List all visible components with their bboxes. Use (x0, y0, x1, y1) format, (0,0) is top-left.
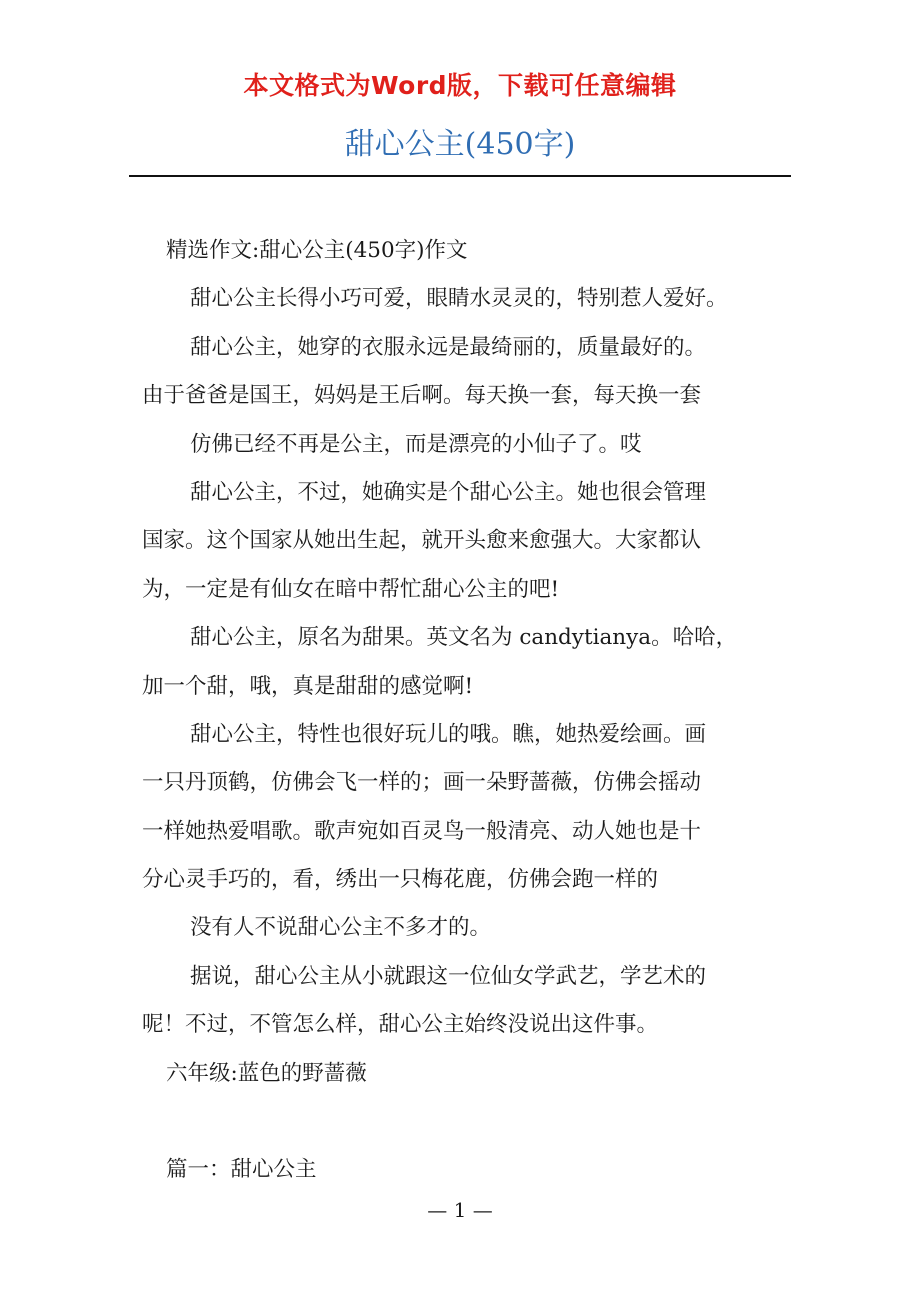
paragraph-line: 据说，甜心公主从小就跟这一位仙女学武艺，学艺术的 (190, 963, 707, 989)
source-line: 精选作文:甜心公主(450字)作文 (166, 238, 468, 263)
paragraph-line: 没有人不说甜心公主不多才的。 (190, 915, 492, 941)
paragraph-line: 一样她热爱唱歌。歌声宛如百灵鸟一般清亮、动人她也是十 (142, 818, 702, 844)
title-divider (129, 175, 791, 177)
paragraph-line: 呢！不过，不管怎么样，甜心公主始终没说出这件事。 (142, 1012, 659, 1038)
paragraph-line: 甜心公主，原名为甜果。英文名为 candytianya。哈哈， (190, 625, 738, 651)
paragraph-line: 一只丹顶鹤，仿佛会飞一样的；画一朵野蔷薇，仿佛会摇动 (142, 770, 702, 796)
blank-line (142, 1098, 792, 1146)
paragraph-line: 甜心公主长得小巧可爱，眼睛水灵灵的，特别惹人爱好。 (190, 286, 728, 312)
document-title: 甜心公主(450字) (344, 127, 576, 162)
paragraph-line: 加一个甜，哦，真是甜甜的感觉啊! (142, 673, 474, 699)
paragraph-line: 甜心公主，不过，她确实是个甜心公主。她也很会管理 (190, 479, 707, 505)
download-notice: 本文格式为Word版，下载可任意编辑 (243, 71, 677, 100)
author-line: 六年级:蓝色的野蔷薇 (166, 1060, 367, 1086)
document-body (142, 227, 792, 1195)
paragraph-line: 分心灵手巧的，看，绣出一只梅花鹿，仿佛会跑一样的 (142, 867, 659, 893)
paragraph-line: 仿佛已经不再是公主，而是漂亮的小仙子了。哎 (190, 431, 642, 457)
page-number: — 1 — (427, 1198, 493, 1222)
paragraph-line: 甜心公主，特性也很好玩儿的哦。瞧，她热爱绘画。画 (190, 721, 707, 747)
paragraph-line: 甜心公主，她穿的衣服永远是最绮丽的，质量最好的。 (190, 334, 707, 360)
paragraph-line: 国家。这个国家从她出生起，就开头愈来愈强大。大家都认 (142, 528, 702, 554)
paragraph-line: 为，一定是有仙女在暗中帮忙甜心公主的吧! (142, 576, 560, 602)
paragraph-line: 由于爸爸是国王，妈妈是王后啊。每天换一套，每天换一套 (142, 383, 702, 409)
section-heading: 篇一：甜心公主 (166, 1157, 317, 1183)
